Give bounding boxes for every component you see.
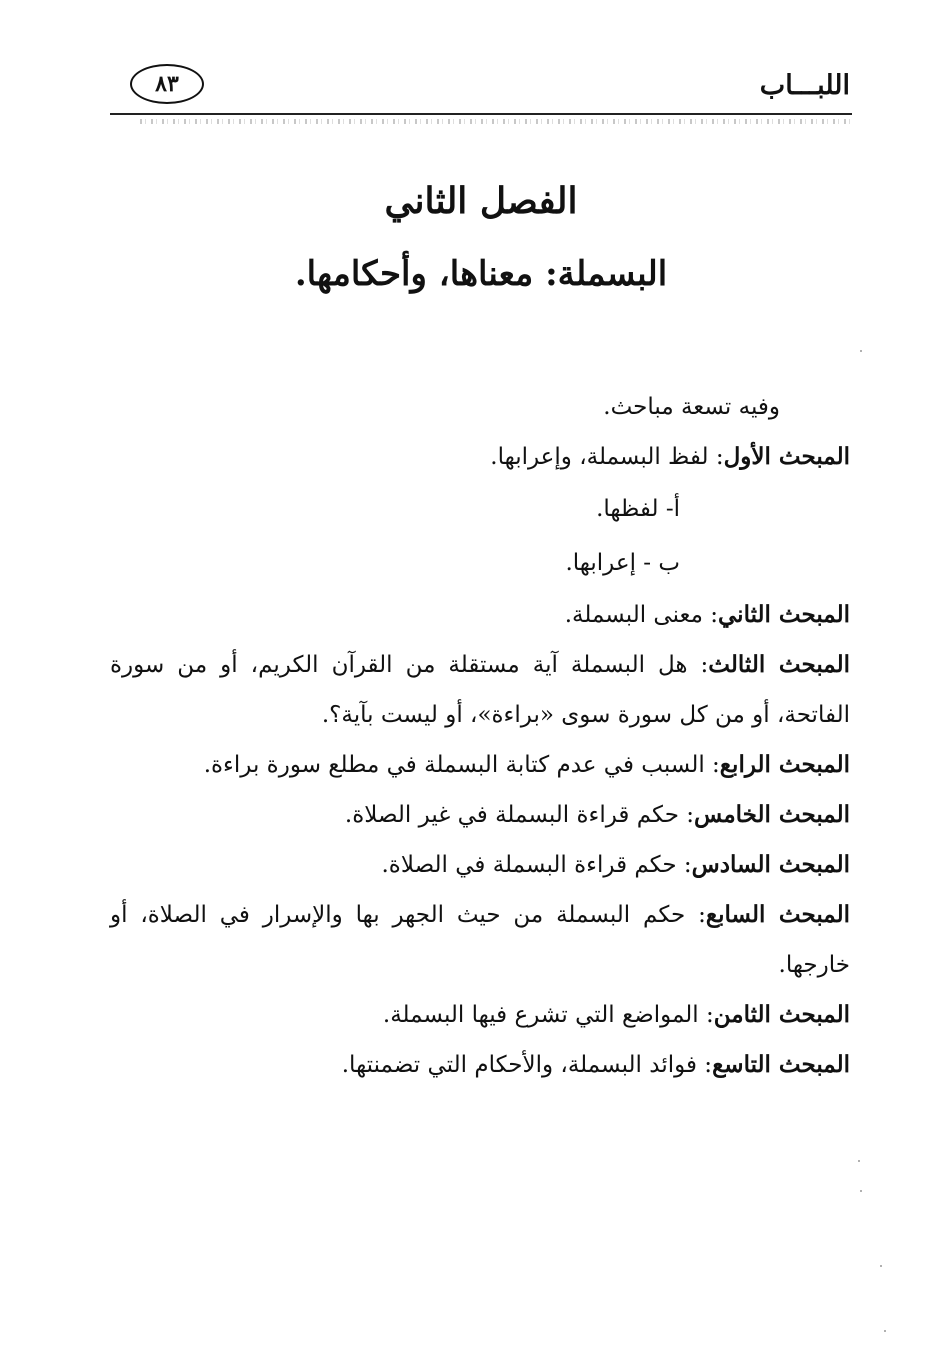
section-entry (110, 840, 850, 890)
section-label: المبحث الثالث (708, 651, 850, 678)
sub-item: ب - إعرابها. (565, 550, 680, 576)
section-label: المبحث الثاني (718, 601, 850, 628)
section-entry (110, 990, 850, 1040)
book-title: اللبـــاب (759, 70, 850, 101)
section-label: المبحث السابع (705, 901, 850, 928)
section-text: : هل البسملة آية مستقلة من القرآن الكريم، أو من سورة الفاتحة، أو من كل سورة سوى «براءة»، أو ليست بآية؟. (110, 652, 850, 728)
chapter-subtitle: البسملة: معناها، وأحكامها. (294, 254, 668, 294)
header-rule-shading (140, 119, 852, 124)
section-text: : حكم قراءة البسملة في غير الصلاة. (344, 802, 695, 828)
section-label: المبحث التاسع (712, 1051, 850, 1078)
section-text: : المواضع التي تشرع فيها البسملة. (382, 1002, 714, 1028)
section-label: المبحث الثامن (713, 1001, 850, 1028)
section-text: : معنى البسملة. (564, 602, 718, 628)
section-entry (110, 790, 850, 840)
section-entry (110, 640, 850, 740)
section-label: المبحث السادس (691, 851, 850, 878)
scan-speck (880, 1265, 882, 1267)
section-text: : حكم البسملة من حيث الجهر بها والإسرار في الصلاة، أو خارجها. (110, 902, 850, 978)
section-entry (110, 432, 850, 482)
section-text: : لفظ البسملة، وإعرابها. (490, 444, 724, 470)
intro-line: وفيه تسعة مباحث. (603, 394, 780, 420)
scan-speck (860, 1190, 862, 1192)
chapter-title: الفصل الثاني (384, 180, 578, 222)
section-text: : السبب في عدم كتابة البسملة في مطلع سورة براءة. (203, 752, 720, 778)
section-entry (110, 740, 850, 790)
section-label: المبحث الخامس (694, 801, 850, 828)
section-entry (110, 1040, 850, 1090)
section-text: : حكم قراءة البسملة في الصلاة. (381, 852, 692, 878)
header-rule (110, 113, 852, 115)
section-label: المبحث الرابع (719, 751, 850, 778)
scan-speck (858, 1160, 860, 1162)
section-entry (110, 590, 850, 640)
sub-item: أ- لفظها. (596, 496, 680, 522)
scan-speck (860, 350, 862, 352)
contents-list (110, 382, 850, 1090)
page-header (110, 62, 850, 114)
scan-speck (884, 1330, 886, 1332)
section-label: المبحث الأول (723, 443, 850, 470)
section-text: : فوائد البسملة، والأحكام التي تضمنتها. (341, 1052, 713, 1078)
page-number: ٨٣ (130, 64, 204, 104)
section-entry (110, 890, 850, 990)
